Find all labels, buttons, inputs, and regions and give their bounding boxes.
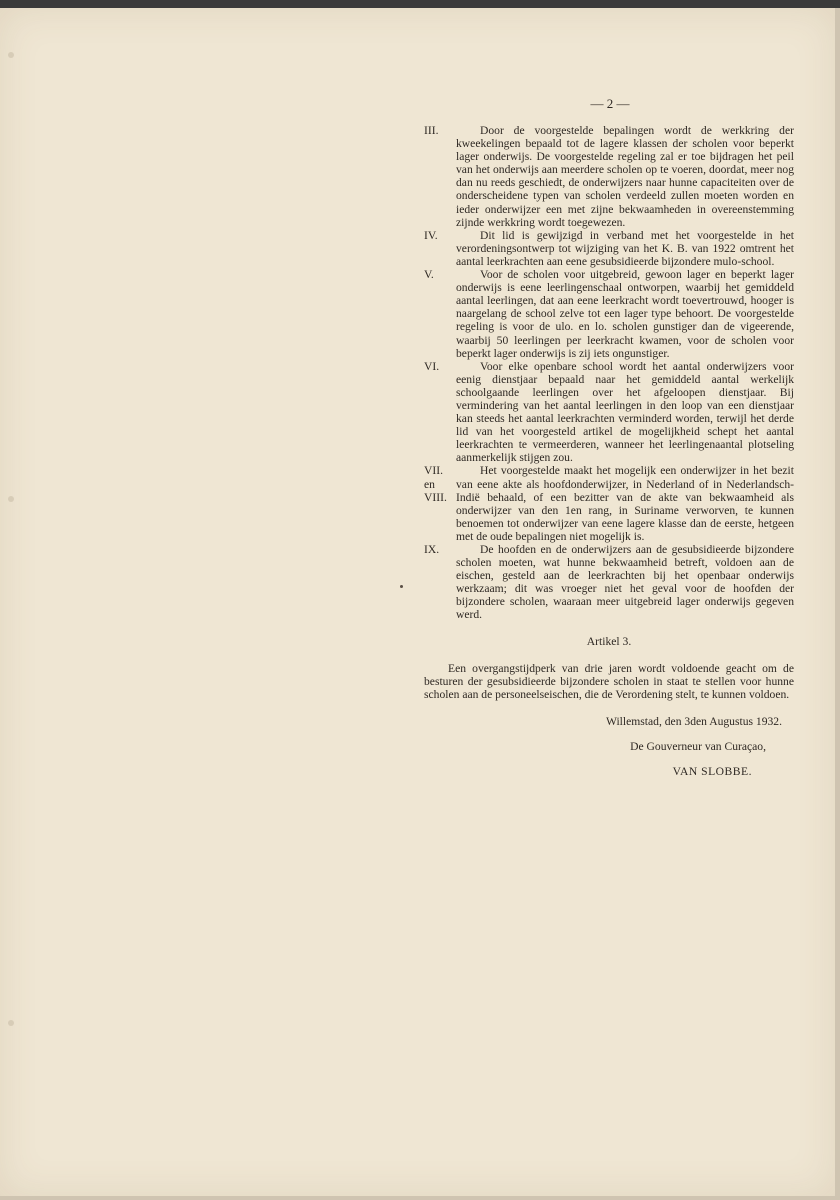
signatory-name: VAN SLOBBE. — [672, 765, 752, 779]
closing-paragraph: Een overgangstijdperk van drie jaren wordt voldoende geacht om de besturen der gesubsidieerde bijzondere scholen in staat te stellen voor hunne scholen aan de personeelseischen, die de Verordening stelt, te kunnen voldoen. — [424, 661, 794, 701]
punch-hole — [8, 52, 14, 58]
document-page — [0, 8, 835, 1196]
page-number: — 2 — — [590, 96, 630, 111]
section-paragraph: De hoofden en de onderwijzers aan de gesubsidieerde bijzondere scholen moeten, wat hunne bekwaamheid betreft, voldoen aan de eischen, gesteld aan de leerkrachten bij het openbaar onderwijs werkzaam; dit was vroeger niet het geval voor de hoofden der bijzondere scholen, waaraan meer uitgebreid lager onderwijs gegeven werd. — [456, 543, 794, 622]
place-date: Willemstad, den 3den Augustus 1932. — [605, 714, 782, 728]
section-text — [456, 543, 794, 622]
section-item — [424, 124, 794, 229]
section-item — [424, 464, 794, 543]
section-number: VII. en VIII. — [424, 464, 447, 504]
section-item — [424, 360, 794, 465]
section-item — [424, 543, 794, 622]
article-heading: Artikel 3. — [586, 634, 632, 648]
ink-speck — [400, 585, 403, 588]
section-text — [456, 464, 794, 543]
section-text — [456, 229, 794, 268]
punch-hole — [8, 496, 14, 502]
section-paragraph: Dit lid is gewijzigd in verband met het voorgestelde in het verordeningsontwerp tot wijziging van het K. B. van 1922 omtrent het aantal leerkrachten aan eene gesubsidieerde bijzondere mulo-school. — [456, 228, 794, 268]
section-paragraph: Voor elke openbare school wordt het aantal onderwijzers voor eenig dienstjaar bepaald naar het gemiddeld aantal werkelijk schoolgaande leerlingen over het afgeloopen dienstjaar. Bij vermindering van het aantal leerlingen in den loop van een dienstjaar kan steeds het aantal leerkrachten verminderd worden, terwijl het derde lid van het voorgesteld artikel de mogelijkheid schept het aantal leerkrachten te vermeerderen, wanneer het leerlingenaantal plotseling aanmerkelijk stijgen zou. — [456, 359, 794, 465]
section-list — [424, 124, 794, 622]
section-text — [456, 124, 794, 229]
section-number: III. — [424, 124, 439, 137]
section-number: IX. — [424, 543, 440, 556]
section-paragraph: Het voorgestelde maakt het mogelijk een onderwijzer in het bezit van eene akte als hoofdonderwijzer, in Nederland of in Nederlandsch-Indië behaald, of een bezitter van de akte van bekwaamheid als onderwijzer van den 1en rang, in Suriname verworven, te kunnen benoemen tot onderwijzer van eene lagere klasse dan de eerste, hetgeen met de oude bepalingen niet mogelijk is. — [456, 464, 794, 543]
section-paragraph: Voor de scholen voor uitgebreid, gewoon lager en beperkt lager onderwijs is eene leerlingenschaal ontworpen, waarbij het gemiddeld aantal leerlingen, dat aan eene leerkracht wordt toevertrouwd, hooger is naargelang de school zelve tot een lager type behoort. De voorgestelde regeling is voor de ulo. en lo. scholen gunstiger dan de vigeerende, waarbij 50 leerlingen per leerkracht kwamen, voor de scholen voor beperkt lager onderwijs is zij iets ongunstiger. — [456, 268, 794, 360]
section-text — [456, 360, 794, 465]
section-number: V. — [424, 268, 434, 282]
section-item — [424, 229, 794, 268]
signatory-title: De Gouverneur van Curaçao, — [630, 740, 766, 754]
section-number: IV. — [424, 228, 438, 242]
punch-hole — [8, 1020, 14, 1026]
section-item — [424, 268, 794, 360]
section-paragraph: Door de voorgestelde bepalingen wordt de werkkring der kweekelingen bepaald tot de lagere klassen der scholen voor beperkt lager onderwijs. De voorgestelde regeling zal er toe bijdragen het peil van het onderwijs aan meerdere scholen op te voeren, doordat, meer nog dan nu reeds geschiedt, de onderwijzers naar hunne capaciteiten over de onderscheidene typen van scholen verdeeld zullen moeten worden en ieder onderwijzer een met zijne bekwaamheden in overeenstemming zijnde werkkring wordt toegewezen. — [456, 124, 794, 229]
document-body — [424, 124, 794, 778]
top-edge — [0, 0, 840, 8]
section-number: VI. — [424, 359, 440, 373]
section-text — [456, 268, 794, 360]
